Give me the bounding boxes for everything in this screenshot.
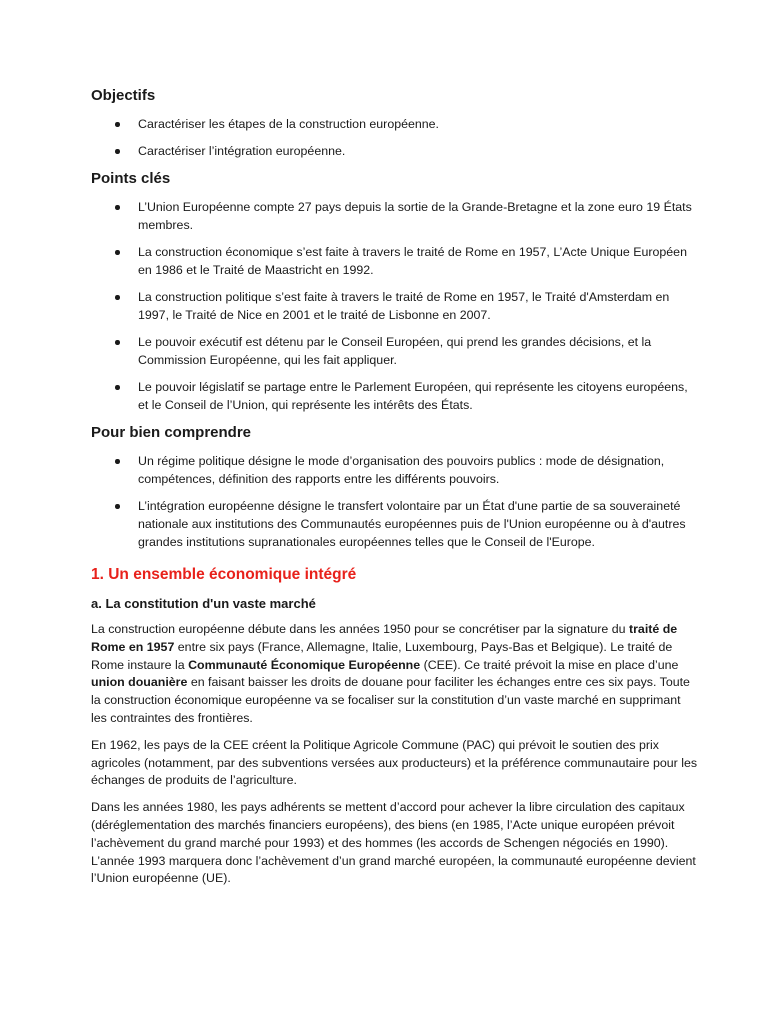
list-item (91, 115, 698, 133)
list-item-text: Le pouvoir exécutif est détenu par le Conseil Européen, qui prend les grandes décisions, et la Commission Européenne, qui les fait appliquer. (138, 335, 652, 367)
list-item-text: Caractériser l’intégration européenne. (138, 144, 346, 158)
paragraph-text: entre six pays (France, Allemagne, Italie, Luxembourg, Pays-Bas et Belgique). Le traité de Rome instaure la (91, 639, 673, 672)
bullet-icon (115, 459, 120, 464)
paragraph-text: (CEE). Ce traité prévoit la mise en place d’une (420, 657, 679, 672)
list-item-text: La construction économique s’est faite à travers le traité de Rome en 1957, L’Acte Unique Européen en 1986 et le Traité de Maastricht en 1992. (138, 245, 687, 277)
points-cles-heading: Points clés (91, 170, 171, 187)
subsection-a-heading: a. La constitution d'un vaste marché (91, 596, 316, 611)
list-item (91, 142, 698, 160)
list-item (91, 497, 698, 551)
paragraph-text: en faisant baisser les droits de douane pour faciliter les échanges entre ces six pays. Toute la construction économique européenne va se focaliser sur la constitution d’un vaste marché en supprimant les contraintes des frontières. (91, 675, 690, 725)
bullet-icon (115, 250, 120, 255)
list-item (91, 288, 698, 324)
bullet-icon (115, 340, 120, 345)
bullet-icon (115, 122, 120, 127)
points-cles-list (91, 198, 698, 414)
section-1-heading: 1. Un ensemble économique intégré (91, 566, 357, 583)
objectifs-heading: Objectifs (91, 87, 156, 104)
list-item (91, 452, 698, 488)
list-item-text: Le pouvoir législatif se partage entre le Parlement Européen, qui représente les citoyens européens, et le Conseil de l’Union, qui représente les intérêts des États. (138, 380, 688, 412)
list-item-text: L’intégration européenne désigne le transfert volontaire par un État d'une partie de sa souveraineté nationale aux institutions des Communautés européennes puis de l'Union européenne ou à d'autres grandes institutions supranationales européennes telles que le Conseil de l'Europe. (138, 499, 686, 549)
list-item-text: La construction politique s’est faite à travers le traité de Rome en 1957, le Traité d'Amsterdam en 1997, le Traité de Nice en 2001 et le traité de Lisbonne en 2007. (138, 290, 670, 322)
bullet-icon (115, 504, 120, 509)
bullet-icon (115, 149, 120, 154)
bullet-icon (115, 205, 120, 210)
list-item-text: Un régime politique désigne le mode d’organisation des pouvoirs publics : mode de désignation, compétences, définition des rapports entre les différents pouvoirs. (138, 454, 665, 486)
list-item (91, 333, 698, 369)
objectifs-list (91, 115, 698, 160)
paragraph-1 (91, 621, 698, 728)
bold-term: union douanière (91, 675, 188, 690)
bold-term: Communauté Économique Européenne (188, 657, 421, 672)
list-item (91, 378, 698, 414)
pour-bien-comprendre-heading: Pour bien comprendre (91, 424, 252, 441)
list-item (91, 198, 698, 234)
list-item-text: L’Union Européenne compte 27 pays depuis la sortie de la Grande-Bretagne et la zone euro 19 États membres. (138, 200, 692, 232)
paragraph-2: En 1962, les pays de la CEE créent la Politique Agricole Commune (PAC) qui prévoit le soutien des prix agricoles (notamment, par des subventions versées aux producteurs) et la préférence communautaire pour les échanges de produits de l’agriculture. (91, 737, 698, 788)
list-item (91, 243, 698, 279)
bullet-icon (115, 295, 120, 300)
paragraph-3: Dans les années 1980, les pays adhérents se mettent d’accord pour achever la libre circulation des capitaux (déréglementation des marchés financiers européens), des biens (en 1985, l’Acte unique européen prévoit l’achèvement du grand marché pour 1993) et des hommes (les accords de Schengen négociés en 1990). L’année 1993 marquera donc l’achèvement d’un grand marché européen, la communauté européenne devient l’Union européenne (UE). (91, 800, 696, 886)
bullet-icon (115, 385, 120, 390)
paragraph-text: La construction européenne débute dans les années 1950 pour se concrétiser par la signature du (91, 622, 629, 636)
bold-term: traité de Rome en 1957 (91, 622, 678, 654)
list-item-text: Caractériser les étapes de la construction européenne. (138, 117, 439, 131)
pour-bien-comprendre-list (91, 452, 698, 551)
